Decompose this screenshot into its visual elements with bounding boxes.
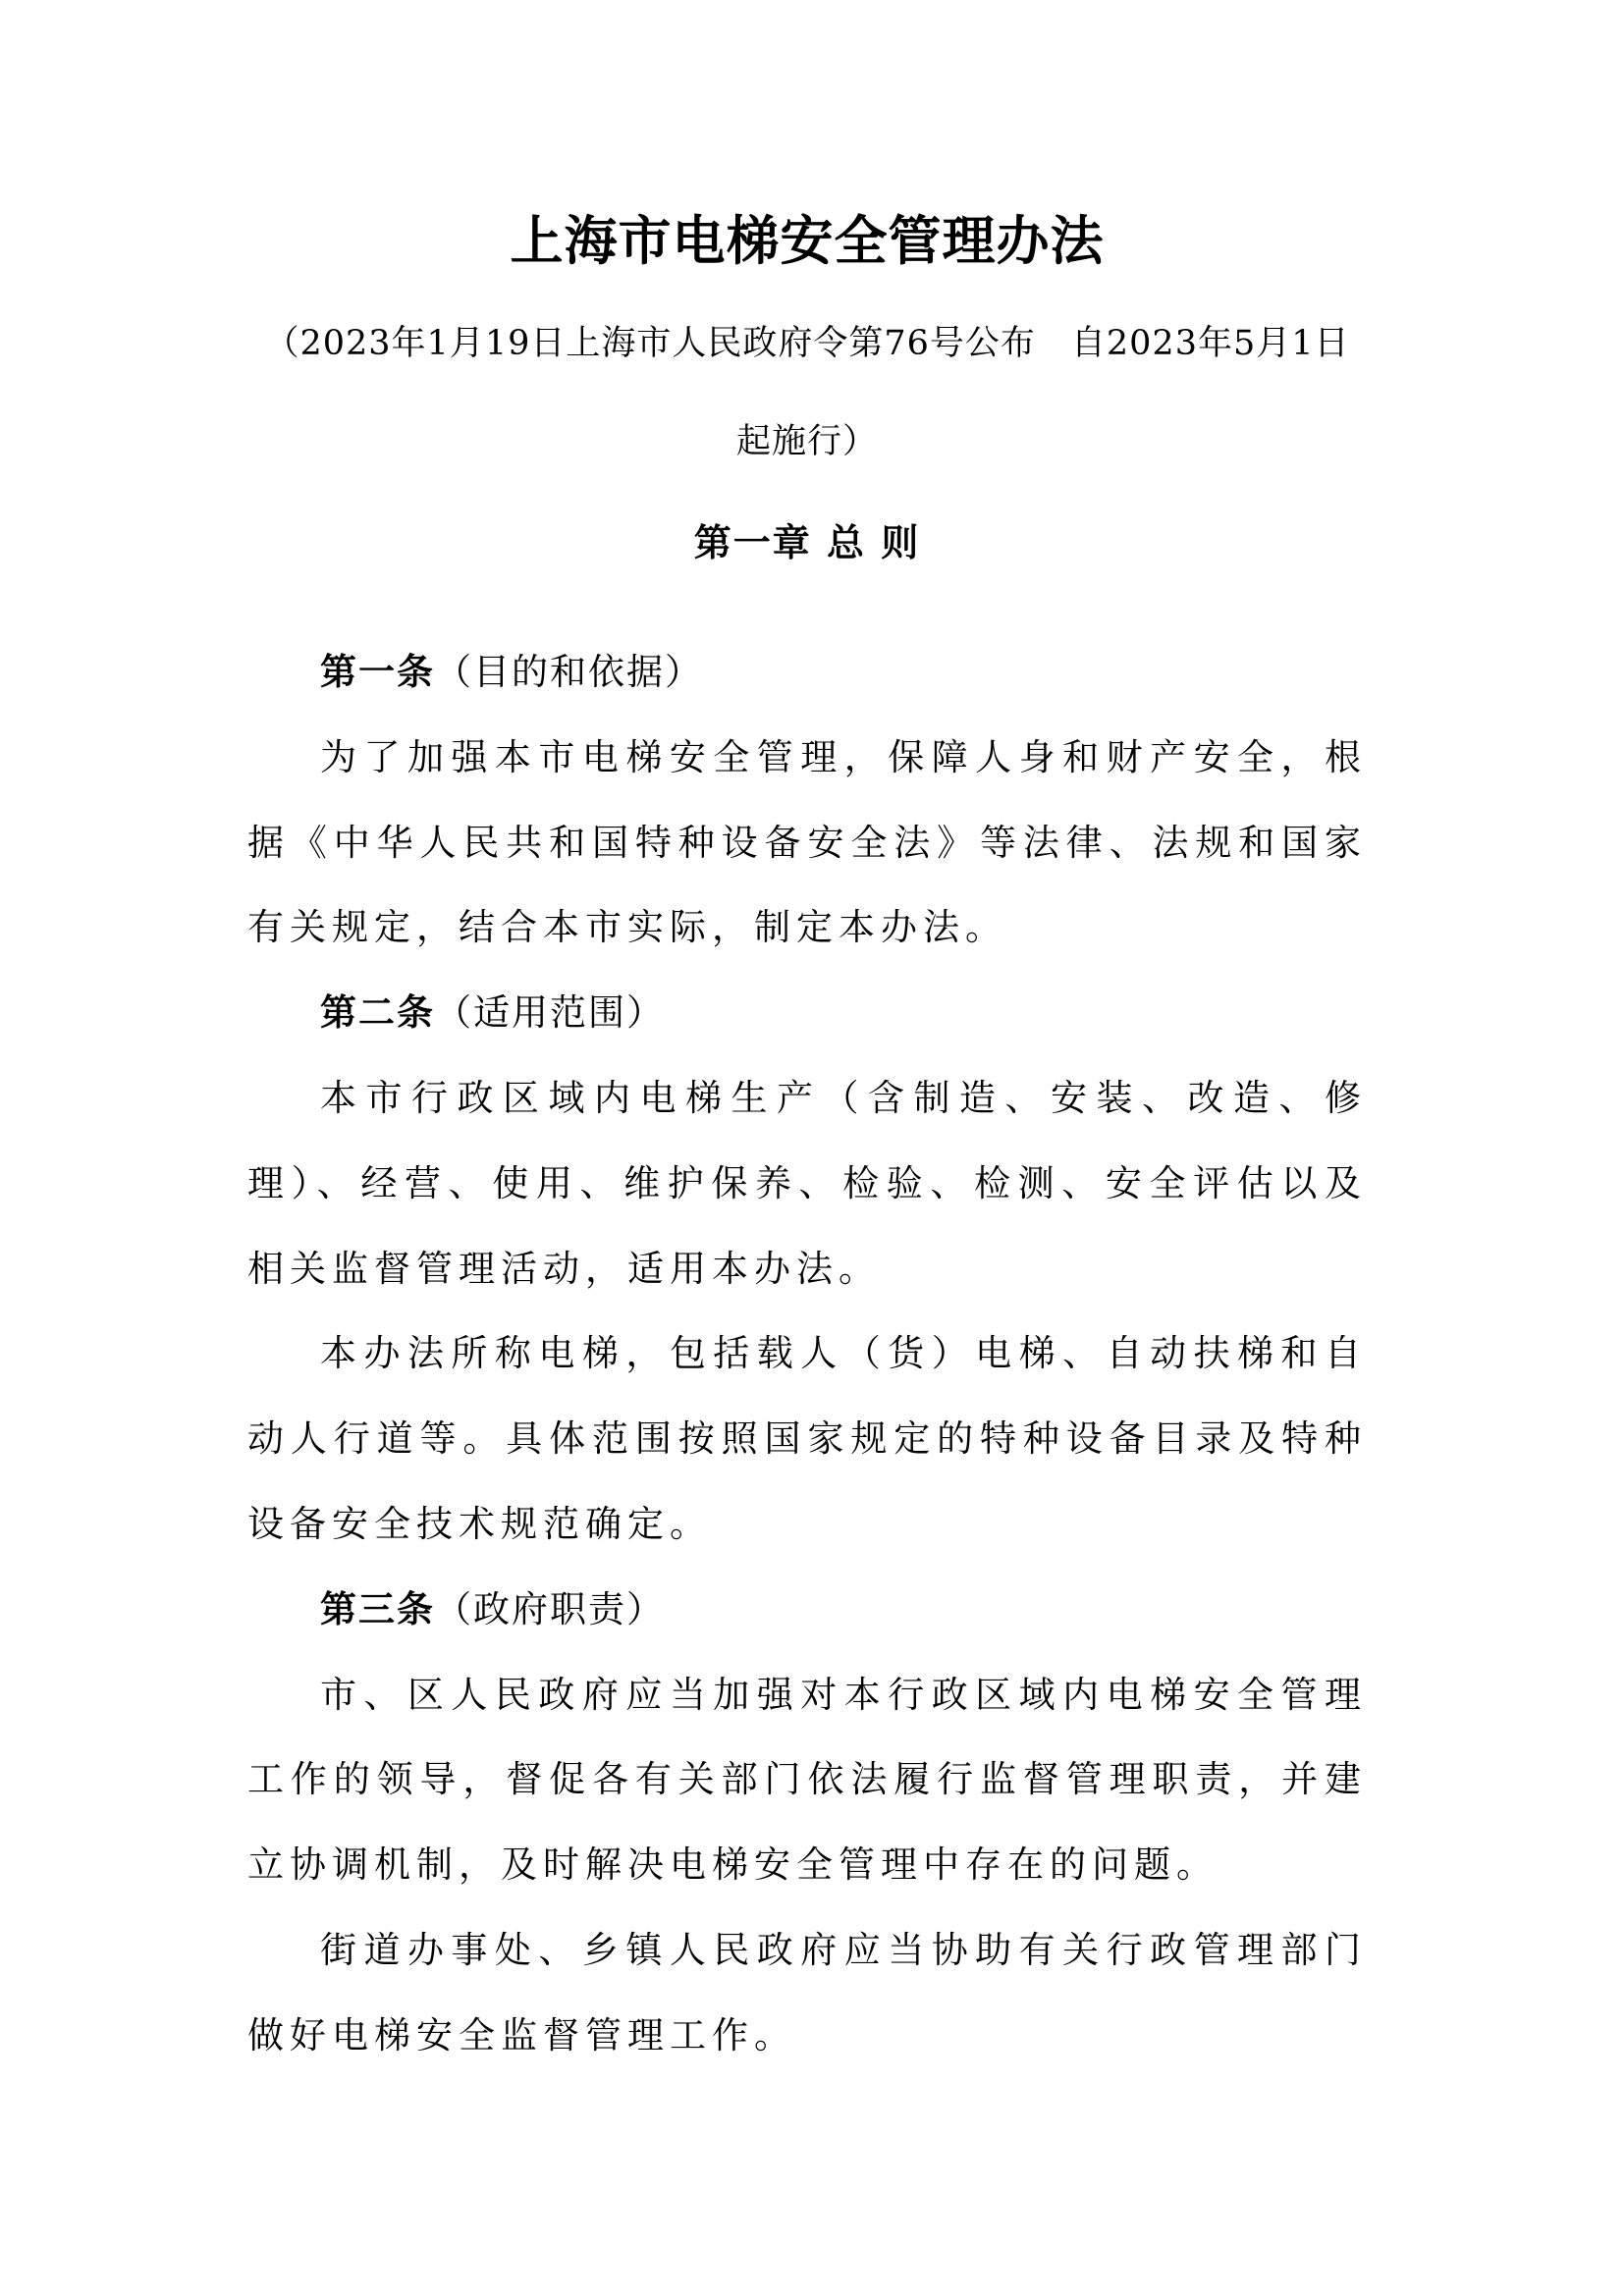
article-topic: （适用范围）	[435, 991, 665, 1035]
article-paragraph: 街道办事处、乡镇人民政府应当协助有关行政管理部门做好电梯安全监督管理工作。	[247, 1928, 1367, 2056]
document-title: 上海市电梯安全管理办法	[510, 210, 1105, 272]
article-paragraph: 市、区人民政府应当加强对本行政区域内电梯安全管理工作的领导，督促各有关部门依法履行监督管理职责，并建立协调机制，及时解决电梯安全管理中存在的问题。	[247, 1673, 1367, 1887]
article-topic: （政府职责）	[435, 1587, 665, 1630]
article-number: 第一条	[320, 651, 435, 693]
article-heading	[247, 971, 1367, 1056]
article-paragraph: 本办法所称电梯，包括载人（货）电梯、自动扶梯和自动人行道等。具体范围按照国家规定的特种设备目录及特种设备安全技术规范确定。	[247, 1332, 1367, 1545]
chapter-heading: 第一章 总 则	[693, 521, 921, 564]
article-topic: （目的和依据）	[435, 651, 703, 693]
article-paragraph: 本市行政区域内电梯生产（含制造、安装、改造、修理）、经营、使用、维护保养、检验、检测、安全评估以及相关监督管理活动，适用本办法。	[247, 1076, 1367, 1290]
document-body	[247, 630, 1367, 2079]
promulgation-note: （2023年1月19日上海市人民政府令第76号公布 自2023年5月1日起施行）	[264, 324, 1350, 461]
article-paragraph: 为了加强本市电梯安全管理，保障人身和财产安全，根据《中华人民共和国特种设备安全法》等法律、法规和国家有关规定，结合本市实际，制定本办法。	[247, 735, 1367, 949]
article-heading	[247, 1568, 1367, 1653]
article-heading	[247, 630, 1367, 716]
article-number: 第二条	[320, 991, 435, 1035]
article-number: 第三条	[320, 1587, 435, 1630]
